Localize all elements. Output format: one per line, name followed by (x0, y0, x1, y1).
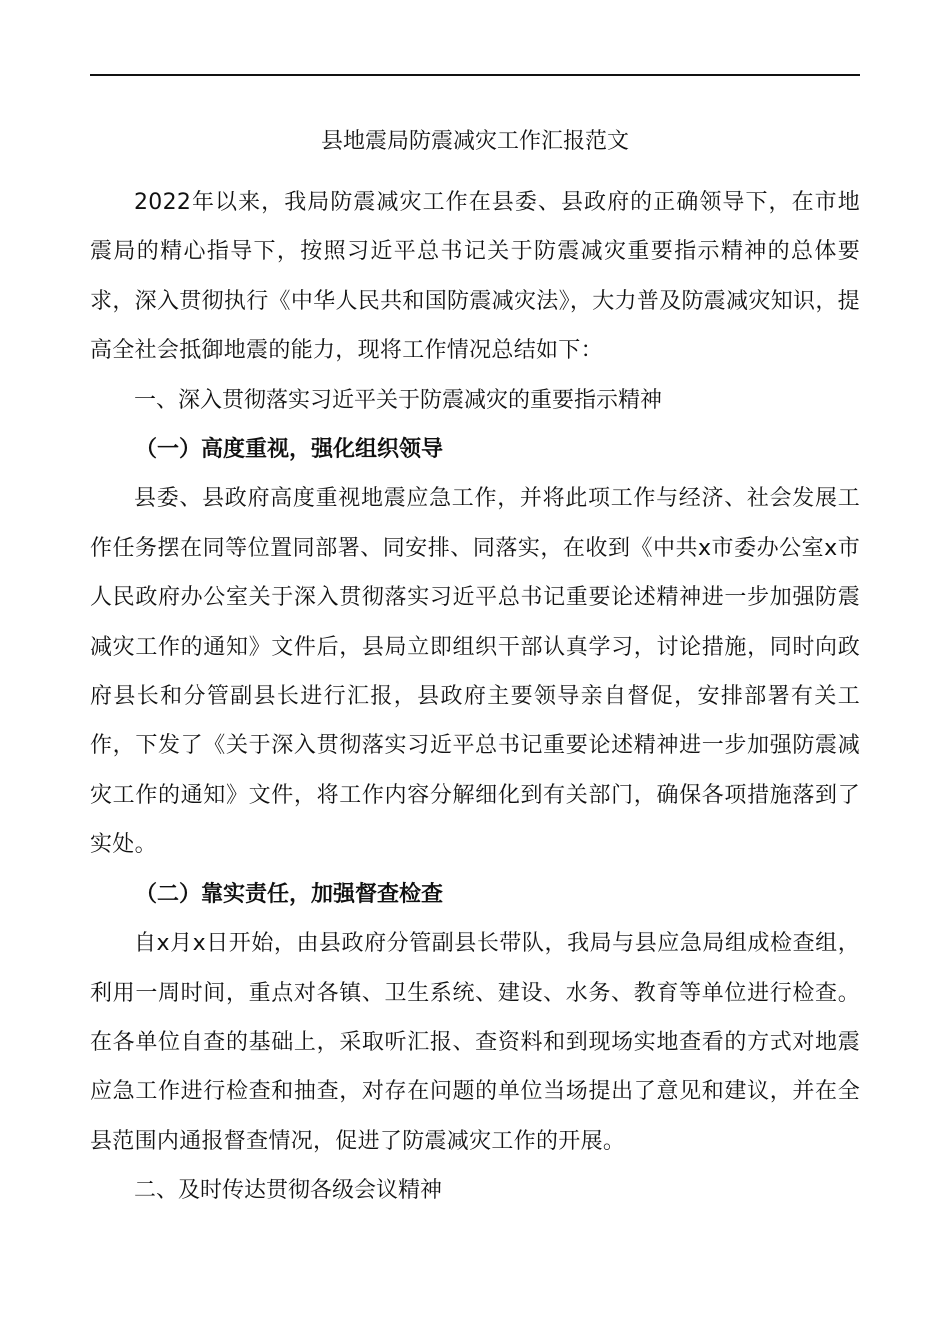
subsection-1-heading: （一）高度重视，强化组织领导 (135, 437, 444, 463)
header-rule (90, 74, 860, 76)
intro-paragraph: 2022年以来，我局防震减灾工作在县委、县政府的正确领导下，在市地震局的精心指导下，按照习近平总书记关于防震减灾重要指示精神的总体要求，深入贯彻执行《中华人民共和国防震减灾法》，大力普及防震减灾知识，提高全社会抵御地震的能力，现将工作情况总结如下： (90, 190, 860, 364)
section-1-heading: 一、深入贯彻落实习近平关于防震减灾的重要指示精神 (134, 387, 663, 413)
subsection-1-paragraph: 县委、县政府高度重视地震应急工作，并将此项工作与经济、社会发展工作任务摆在同等位置同部署、同安排、同落实，在收到《中共x市委办公室x市人民政府办公室关于深入贯彻落实习近平总书记重要论述精神进一步加强防震减灾工作的通知》文件后，县局立即组织干部认真学习，讨论措施，同时向政府县长和分管副县长进行汇报，县政府主要领导亲自督促，安排部署有关工作，下发了《关于深入贯彻落实习近平总书记重要论述精神进一步加强防震减灾工作的通知》文件，将工作内容分解细化到有关部门，确保各项措施落到了实处。 (90, 486, 860, 858)
document-title: 县地震局防震减灾工作汇报范文 (320, 129, 629, 154)
subsection-2-paragraph: 自x月x日开始，由县政府分管副县长带队，我局与县应急局组成检查组，利用一周时间，重点对各镇、卫生系统、建设、水务、教育等单位进行检查。在各单位自查的基础上，采取听汇报、查资料和到现场实地查看的方式对地震应急工作进行检查和抽查，对存在问题的单位当场提出了意见和建议，并在全县范围内通报督查情况，促进了防震减灾工作的开展。 (90, 931, 860, 1154)
section-2-heading: 二、及时传达贯彻各级会议精神 (134, 1178, 443, 1204)
document-body (90, 178, 860, 1216)
subsection-2-heading: （二）靠实责任，加强督查检查 (135, 881, 444, 907)
